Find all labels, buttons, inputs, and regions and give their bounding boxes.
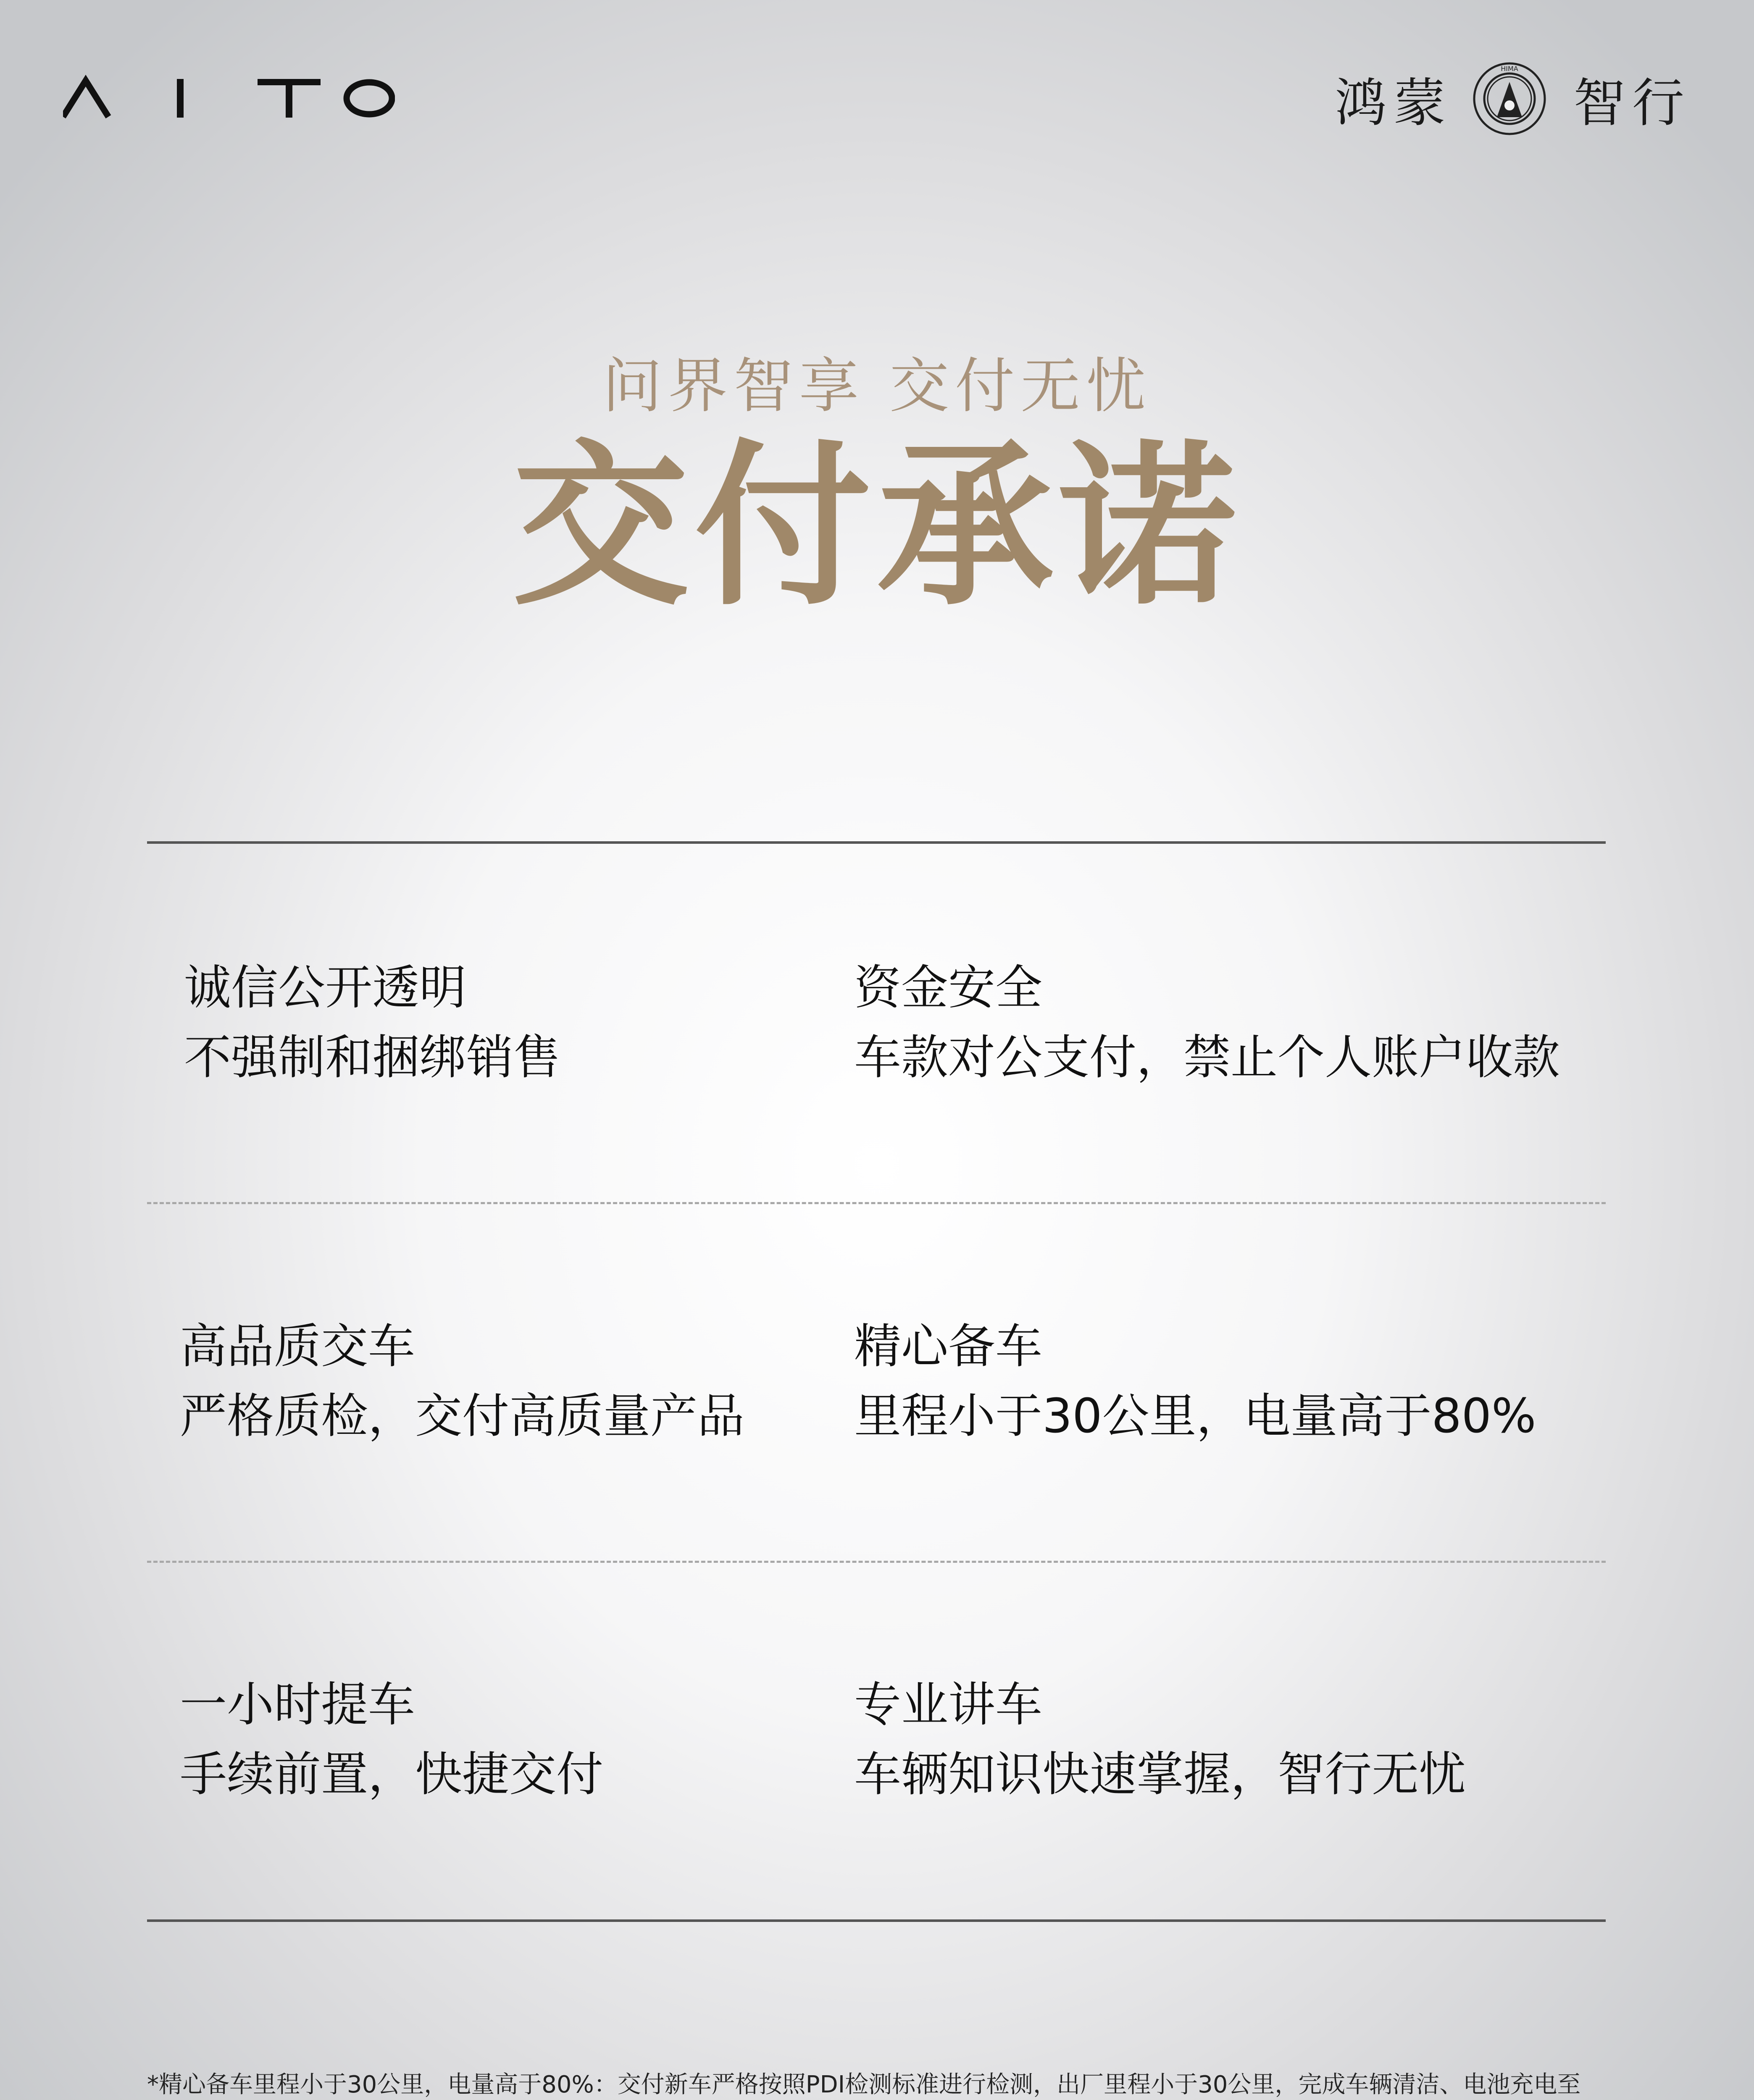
commitment-title: 一小时提车 [180,1677,415,1732]
row-divider-2 [147,1561,1606,1563]
commitment-title: 精心备车 [854,1319,1042,1374]
hima-logo-text: HIMA [1501,65,1518,73]
brand-word-hongmeng: 鸿蒙 [1334,73,1452,134]
bottom-divider [147,1919,1606,1922]
commitment-item [180,1677,831,1802]
commitment-desc: 车辆知识快速掌握，智行无忧 [854,1747,1466,1802]
commitment-desc: 手续前置，快捷交付 [180,1747,603,1802]
footnotes [147,2070,1606,2100]
commitment-title: 专业讲车 [854,1677,1042,1732]
brand-word-zhixing: 智行 [1573,73,1691,134]
hima-circle-logo-icon [1473,62,1546,136]
commitment-title: 高品质交车 [180,1319,415,1374]
commitment-item [854,961,1560,1085]
commitment-desc: 严格质检，交付高质量产品 [180,1389,744,1444]
commitment-title: 资金安全 [854,961,1042,1015]
page-title: 交付承诺 [512,424,1242,630]
commitment-item [180,1319,831,1444]
commitment-title: 诚信公开透明 [184,961,466,1015]
subtitle: 问界智享 交付无忧 [602,352,1152,421]
aito-logo [63,71,395,126]
row-divider-1 [147,1202,1606,1204]
commitment-desc: 里程小于30公里，电量高于80% [854,1389,1536,1444]
hima-brand [1335,63,1691,134]
commitment-desc: 车款对公支付，禁止个人账户收款 [854,1030,1560,1085]
top-divider [147,841,1606,844]
commitment-item [854,1677,1505,1802]
commitment-item [184,961,835,1085]
aito-wordmark-icon [63,71,395,126]
commitment-desc: 不强制和捆绑销售 [184,1030,560,1085]
footnote: *精心备车里程小于30公里，电量高于80%：交付新车严格按照PDI检测标准进行检测，出厂里程小于30公里，完成车辆清洁、电池充电至 [147,2071,1581,2098]
commitment-item [854,1319,1536,1444]
